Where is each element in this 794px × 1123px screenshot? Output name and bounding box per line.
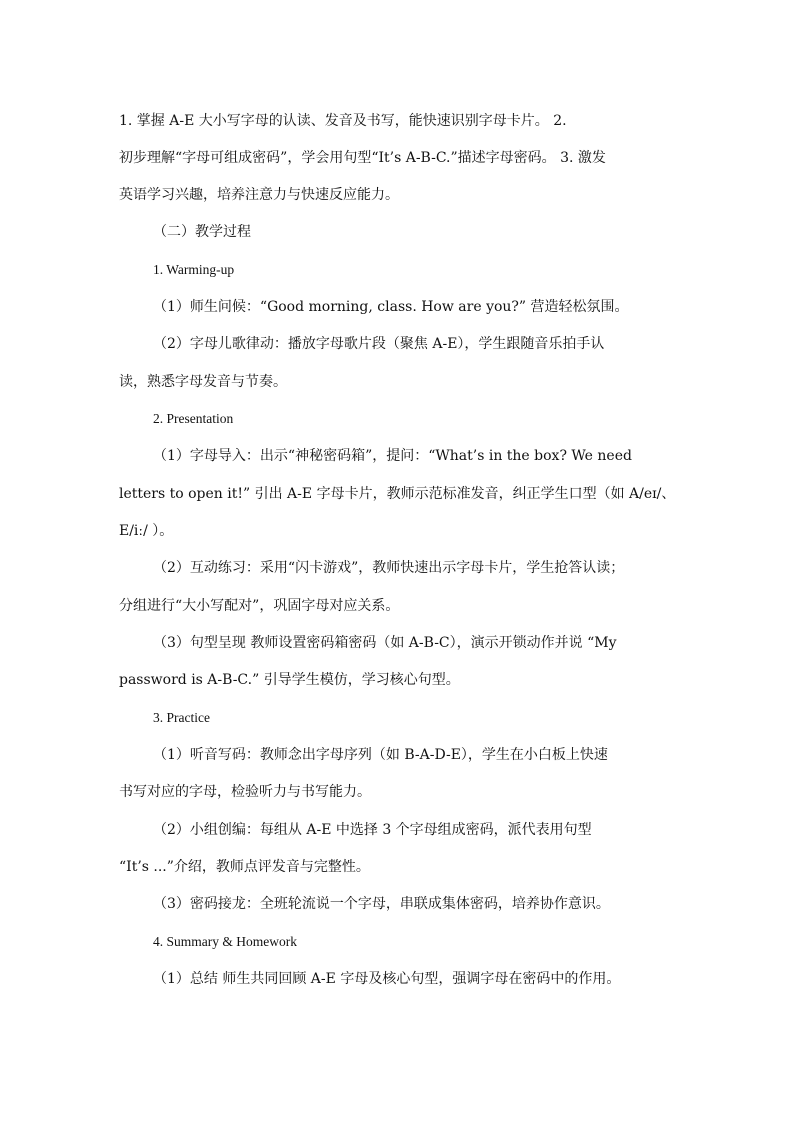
summary-item-1: （1）总结 师生共同回顾 A-E 字母及核心句型，强调字母在密码中的作用。 (153, 971, 621, 987)
warmup-item-1: （1）师生问候：“Good morning, class. How are you?” 营造轻松氛围。 (153, 299, 629, 315)
presentation-item-2-line-1: （2）互动练习：采用“闪卡游戏”，教师快速出示字母卡片，学生抢答认读； (153, 560, 625, 576)
section-heading: （二）教学过程 (153, 224, 251, 240)
practice-item-3: （3）密码接龙：全班轮流说一个字母，串联成集体密码，培养协作意识。 (153, 896, 610, 912)
practice-item-2-line-2: “It’s ...”介绍，教师点评发音与完整性。 (119, 859, 370, 875)
summary-heading: 4. Summary & Homework (153, 934, 297, 949)
presentation-item-1-line-1: （1）字母导入：出示“神秘密码箱”，提问：“What’s in the box? We need (153, 448, 632, 464)
practice-item-1-line-2: 书写对应的字母，检验听力与书写能力。 (119, 784, 371, 800)
presentation-item-1-line-2: letters to open it!” 引出 A-E 字母卡片，教师示范标准发音，纠正学生口型（如 A/eɪ/、 (119, 486, 676, 502)
objectives-line-2: 初步理解“字母可组成密码”，学会用句型“It’s A-B-C.”描述字母密码。 3. 激发 (119, 150, 606, 166)
practice-item-1-line-1: （1）听音写码：教师念出字母序列（如 B-A-D-E），学生在小白板上快速 (153, 747, 608, 763)
warmup-heading: 1. Warming-up (153, 262, 235, 277)
practice-item-2-line-1: （2）小组创编：每组从 A-E 中选择 3 个字母组成密码，派代表用句型 (153, 822, 592, 838)
warmup-item-2-line-2: 读，熟悉字母发音与节奏。 (119, 374, 287, 390)
warmup-item-2-line-1: （2）字母儿歌律动：播放字母歌片段（聚焦 A-E），学生跟随音乐拍手认 (153, 336, 605, 352)
presentation-heading: 2. Presentation (153, 411, 234, 426)
presentation-item-2-line-2: 分组进行“大小写配对”，巩固字母对应关系。 (119, 598, 400, 614)
presentation-item-1-line-3: E/iː/ ）。 (119, 523, 174, 539)
presentation-item-3-line-1: （3）句型呈现 教师设置密码箱密码（如 A-B-C），演示开锁动作并说 “My (153, 635, 617, 651)
objectives-line-3: 英语学习兴趣，培养注意力与快速反应能力。 (119, 187, 399, 203)
presentation-item-3-line-2: password is A-B-C.” 引导学生模仿，学习核心句型。 (119, 672, 460, 688)
practice-heading: 3. Practice (153, 710, 210, 725)
objectives-line-1: 1. 掌握 A-E 大小写字母的认读、发音及书写，能快速识别字母卡片。 2. (119, 113, 567, 129)
